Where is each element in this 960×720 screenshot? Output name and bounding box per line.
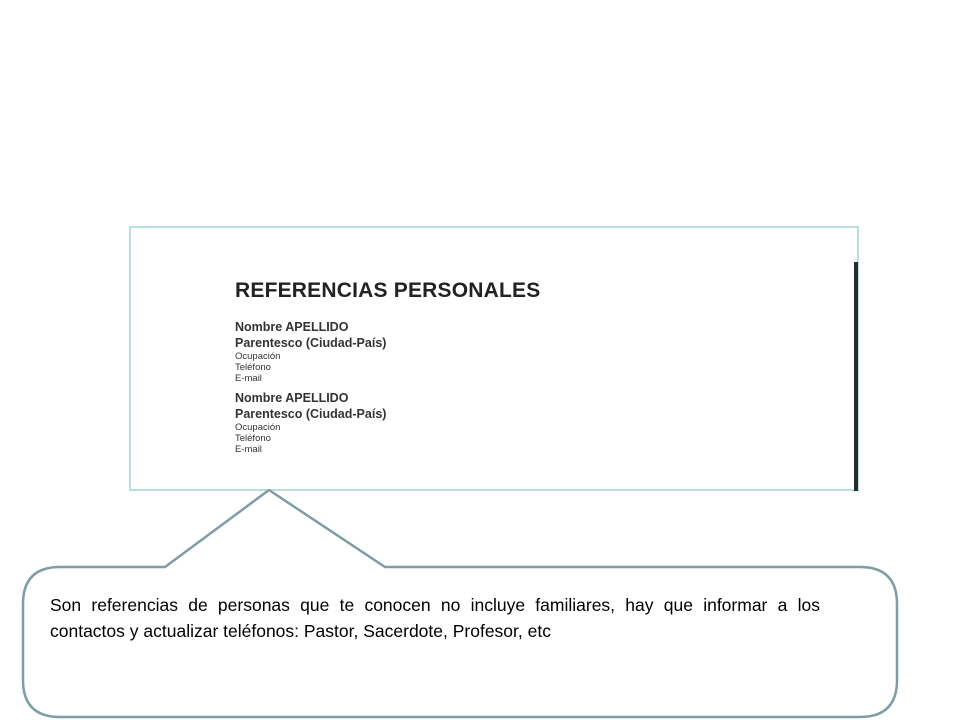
section-title: REFERENCIAS PERSONALES xyxy=(235,279,541,302)
reference-phone: Teléfono xyxy=(235,362,271,373)
reference-relation: Parentesco (Ciudad-País) xyxy=(235,336,387,350)
callout-text: Son referencias de personas que te conocen no incluye familiares, hay que informar a los contactos y actualizar teléfonos: Pastor, Sacerdote, Profesor, etc xyxy=(50,595,820,641)
reference-relation: Parentesco (Ciudad-País) xyxy=(235,407,387,421)
reference-name: Nombre APELLIDO xyxy=(235,320,349,334)
reference-email: E-mail xyxy=(235,373,262,384)
reference-occupation: Ocupación xyxy=(235,351,281,362)
reference-name: Nombre APELLIDO xyxy=(235,391,349,405)
reference-phone: Teléfono xyxy=(235,433,271,444)
reference-occupation: Ocupación xyxy=(235,422,281,433)
reference-email: E-mail xyxy=(235,444,262,455)
